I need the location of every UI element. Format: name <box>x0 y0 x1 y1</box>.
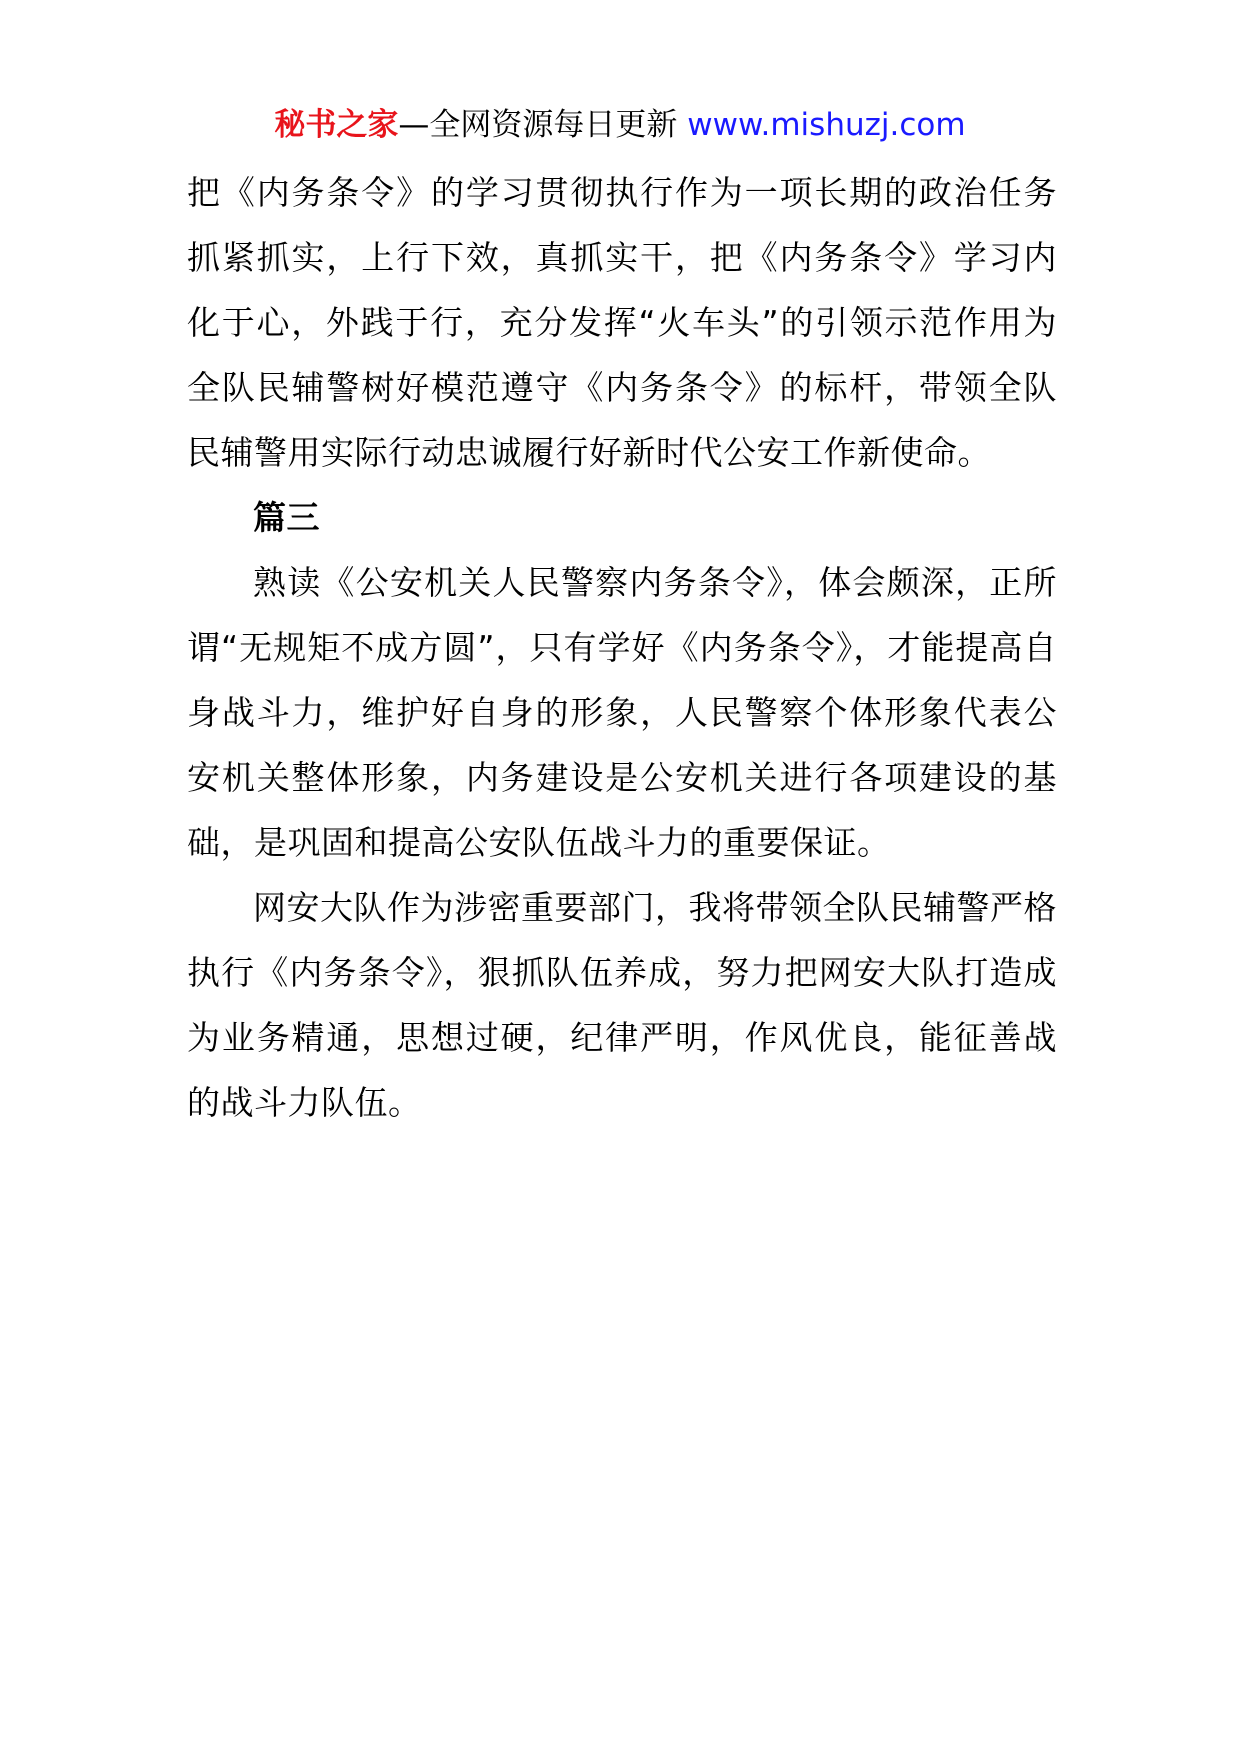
paragraph-1: 熟读《公安机关人民警察内务条令》，体会颇深，正所谓“无规矩不成方圆”，只有学好《内务条令》，才能提高自身战斗力，维护好自身的形象，人民警察个体形象代表公安机关整体形象，内务建设是公安机关进行各项建设的基础，是巩固和提高公安队伍战斗力的重要保证。 <box>187 563 1057 862</box>
page-header <box>0 100 1240 150</box>
document-body <box>187 160 1057 1135</box>
paragraph-2: 网安大队作为涉密重要部门，我将带领全队民辅警严格执行《内务条令》，狠抓队伍养成，努力把网安大队打造成为业务精通，思想过硬，纪律严明，作风优良，能征善战的战斗力队伍。 <box>187 888 1057 1122</box>
header-brand: 秘书之家 <box>274 107 399 143</box>
paragraph-continued: 把《内务条令》的学习贯彻执行作为一项长期的政治任务抓紧抓实，上行下效，真抓实干，把《内务条令》学习内化于心，外践于行，充分发挥“火车头”的引领示范作用为全队民辅警树好模范遵守《内务条令》的标杆，带领全队民辅警用实际行动忠诚履行好新时代公安工作新使命。 <box>187 173 1057 472</box>
header-url-link[interactable]: www.mishuzj.com <box>687 107 966 143</box>
header-tagline: —全网资源每日更新 <box>398 107 678 143</box>
section-title: 篇三 <box>253 498 320 537</box>
